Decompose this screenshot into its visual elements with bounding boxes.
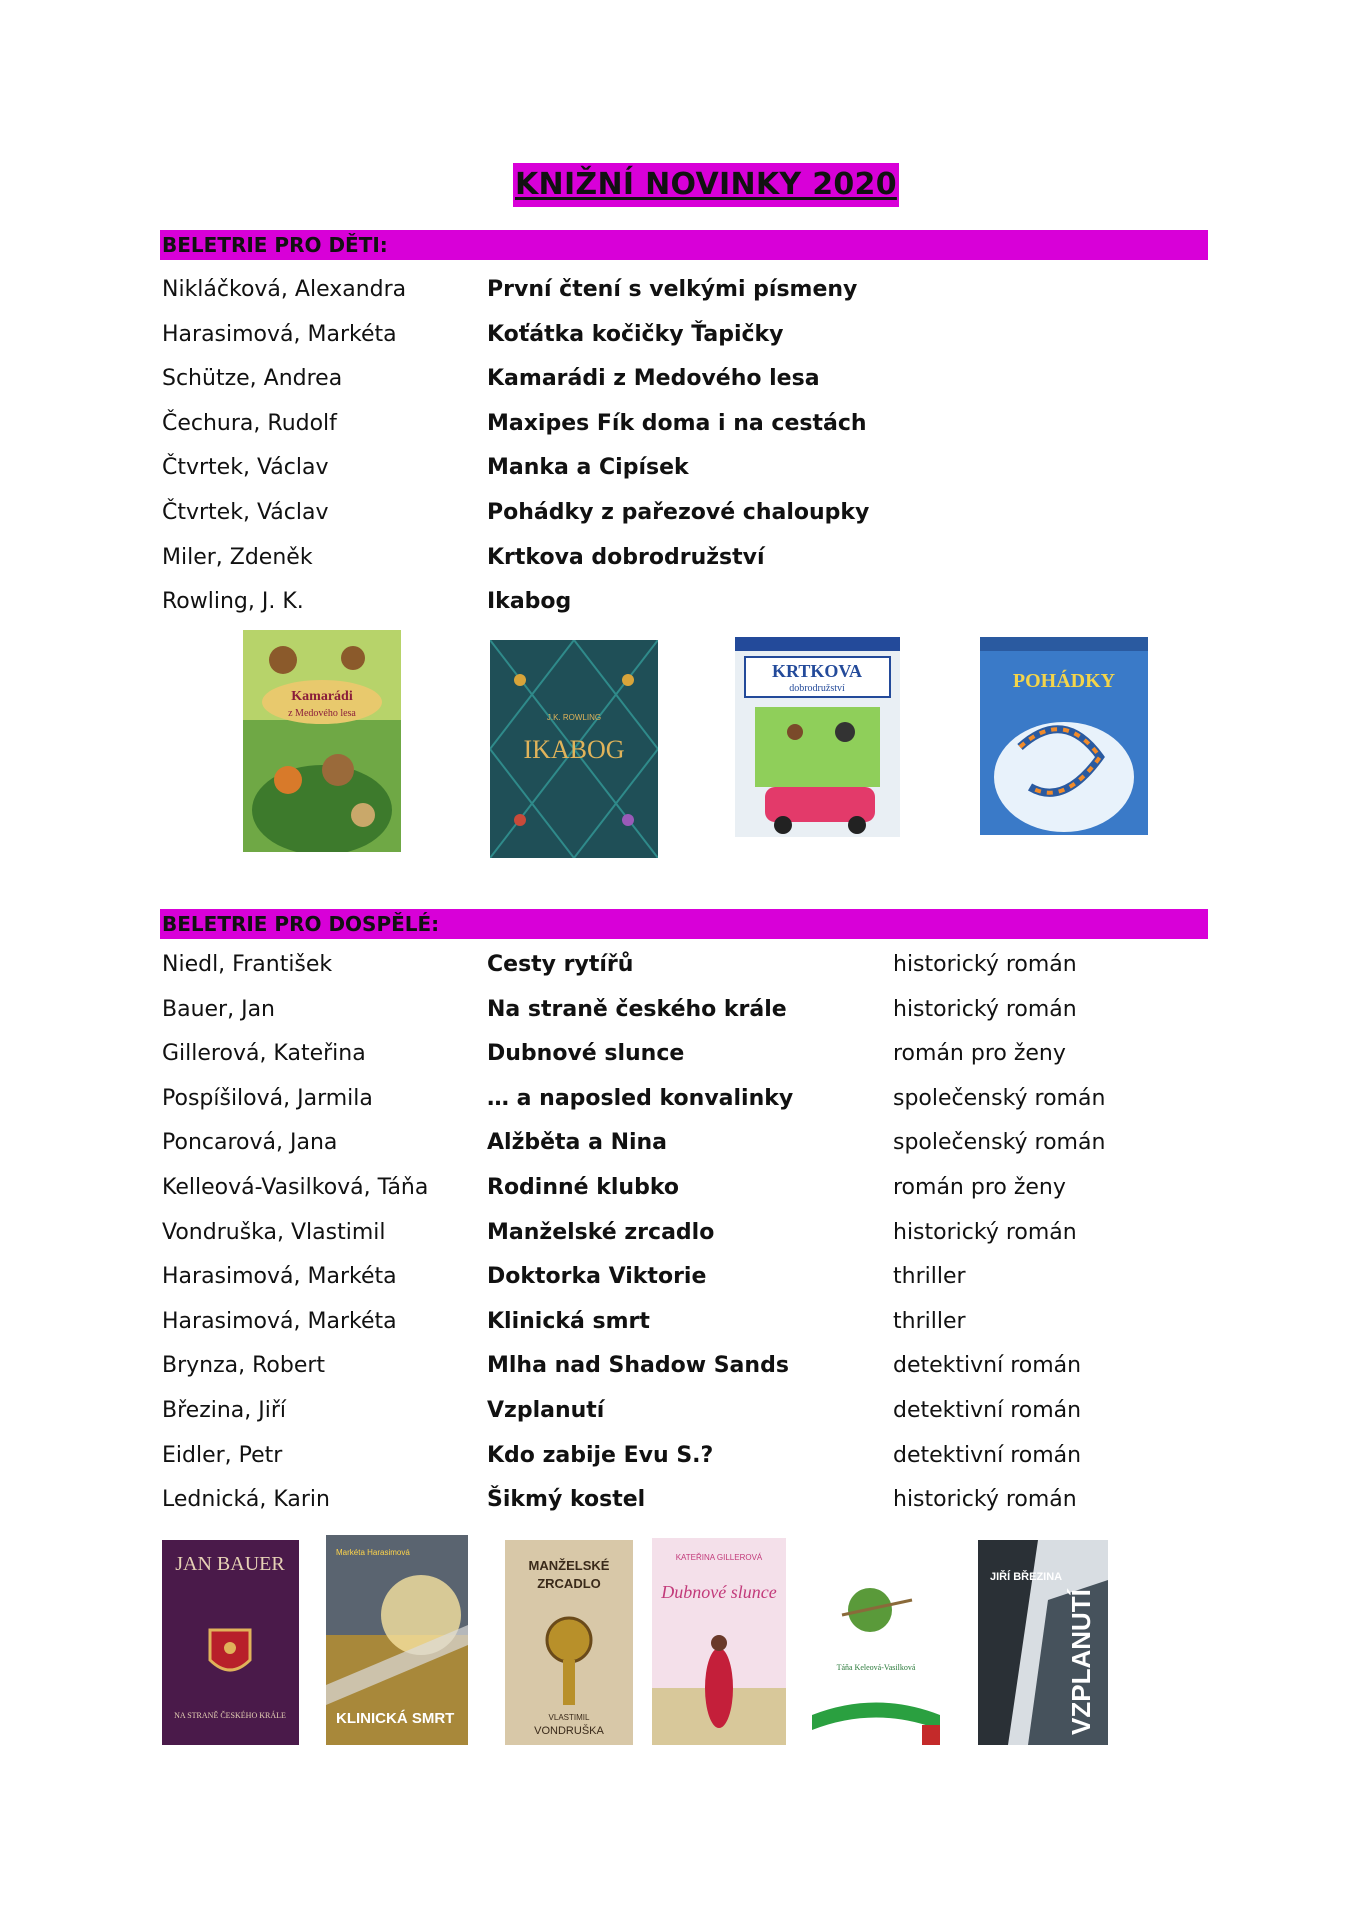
book-title: … a naposled konvalinky [487, 1085, 794, 1111]
klinicka-smrt-cover [326, 1535, 468, 1745]
page-title: KNIŽNÍ NOVINKY 2020 [513, 163, 899, 207]
book-genre: detektivní román [893, 1398, 1082, 1423]
section-heading-children: BELETRIE PRO DĚTI: [162, 233, 388, 257]
book-title: Kamarádi z Medového lesa [487, 366, 820, 392]
manzelske-zrcadlo-cover [505, 1540, 633, 1745]
cover-text: Dubnové slunce [661, 1582, 777, 1602]
book-author: Harasimová, Markéta [162, 1308, 397, 1334]
book-genre: detektivní román [893, 1442, 1082, 1468]
book-title: První čtení s velkými písmeny [487, 277, 858, 302]
book-title: Alžběta a Nina [487, 1130, 668, 1156]
book-genre: historický román [893, 996, 1077, 1022]
book-author: Čechura, Rudolf [162, 410, 337, 436]
book-author: Lednická, Karin [162, 1487, 330, 1513]
book-author: Rowling, J. K. [162, 589, 304, 615]
book-author: Poncarová, Jana [162, 1130, 338, 1156]
book-row [162, 313, 1202, 357]
cover-text: Táňa Keleová-Vasilková [836, 1663, 916, 1672]
book-row [162, 988, 1202, 1032]
book-author: Vondruška, Vlastimil [162, 1219, 386, 1245]
book-genre: román pro ženy [893, 1041, 1066, 1067]
book-author: Bauer, Jan [162, 996, 275, 1022]
book-title: Rodinné klubko [487, 1175, 679, 1200]
book-row [162, 1389, 1202, 1433]
book-genre: společenský román [893, 1130, 1106, 1156]
book-author: Březina, Jiří [162, 1398, 287, 1423]
book-author: Čtvrtek, Václav [162, 455, 329, 481]
book-title: Manka a Cipísek [487, 455, 689, 481]
book-title: Koťátka kočičky Ťapičky [487, 321, 784, 347]
ikabog-cover [490, 640, 658, 858]
svg-text:ZRCADLO: ZRCADLO [537, 1576, 601, 1591]
book-author: Nikláčková, Alexandra [162, 277, 407, 302]
book-author: Eidler, Petr [162, 1442, 283, 1468]
cover-text: POHÁDKY [1012, 670, 1116, 692]
book-genre: historický román [893, 1487, 1077, 1513]
book-genre: thriller [893, 1264, 966, 1290]
book-genre: thriller [893, 1308, 966, 1334]
book-title: Pohádky z pařezové chaloupky [487, 500, 870, 525]
cover-text: JIŘÍ BŘEZINA [990, 1571, 1063, 1583]
cover-text: z Medového lesa [288, 708, 356, 719]
book-title: Krtkova dobrodružství [487, 544, 765, 570]
cover-text: KLINICKÁ SMRT [336, 1710, 455, 1727]
book-title: Doktorka Viktorie [487, 1264, 707, 1290]
cover-text: NA STRANĚ ČESKÉHO KRÁLE [174, 1711, 286, 1720]
book-genre: společenský román [893, 1085, 1106, 1111]
book-row [162, 536, 1202, 580]
book-row [162, 446, 1202, 490]
book-author: Kelleová-Vasilková, Táňa [162, 1175, 429, 1200]
rodinne-klubko-cover [812, 1540, 940, 1745]
cover-text: JAN BAUER [175, 1553, 285, 1575]
cover-text: Kamarádi [291, 689, 353, 704]
book-title: Mlha nad Shadow Sands [487, 1353, 789, 1379]
book-title: Klinická smrt [487, 1308, 650, 1334]
svg-text:VLASTIMIL: VLASTIMIL [548, 1713, 590, 1722]
book-row [162, 268, 1202, 312]
svg-text:MANŽELSKÉ: MANŽELSKÉ [528, 1558, 610, 1573]
cover-text: IKABOG [523, 735, 625, 764]
cover-text: KRTKOVA [771, 661, 863, 681]
book-author: Harasimová, Markéta [162, 321, 397, 347]
pohadky-cover [980, 637, 1148, 855]
book-genre: historický román [893, 952, 1077, 977]
cover-text: Markéta Harasimová [336, 1548, 410, 1557]
vzplanuti-cover [978, 1540, 1108, 1745]
book-row [162, 1344, 1202, 1388]
book-title: Kdo zabije Evu S.? [487, 1442, 714, 1468]
book-row [162, 402, 1202, 446]
section-header-adults [160, 909, 1208, 939]
book-row [162, 1255, 1202, 1299]
book-author: Miler, Zdeněk [162, 544, 313, 570]
book-title: Vzplanutí [487, 1398, 605, 1423]
book-title: Ikabog [487, 589, 572, 615]
book-row [162, 357, 1202, 401]
book-row [162, 1211, 1202, 1255]
book-author: Niedl, František [162, 952, 333, 977]
book-row [162, 1300, 1202, 1344]
section-heading-adults: BELETRIE PRO DOSPĚLÉ: [162, 912, 440, 936]
book-genre: historický román [893, 1219, 1077, 1245]
book-row [162, 1032, 1202, 1076]
cover-text: VZPLANUTÍ [1066, 1589, 1096, 1735]
book-title: Maxipes Fík doma i na cestách [487, 410, 867, 436]
book-genre: román pro ženy [893, 1175, 1066, 1200]
section-header-children [160, 230, 1208, 260]
book-author: Schütze, Andrea [162, 366, 343, 392]
book-title: Na straně českého krále [487, 996, 787, 1022]
book-title: Cesty rytířů [487, 952, 634, 977]
krtkova-cover [735, 637, 900, 859]
book-row [162, 491, 1202, 535]
dubnove-slunce-cover [652, 1538, 786, 1745]
book-author: Harasimová, Markéta [162, 1264, 397, 1290]
book-genre: detektivní román [893, 1353, 1082, 1379]
book-row [162, 1478, 1202, 1522]
book-title: Šikmý kostel [487, 1487, 646, 1513]
svg-text:VONDRUŠKA: VONDRUŠKA [534, 1725, 604, 1737]
book-row [162, 943, 1202, 987]
cover-text: KATEŘINA GILLEROVÁ [675, 1553, 763, 1562]
cover-text: J.K. ROWLING [546, 713, 602, 722]
book-title: Dubnové slunce [487, 1041, 685, 1067]
book-title: Manželské zrcadlo [487, 1219, 715, 1245]
book-row [162, 1166, 1202, 1210]
book-author: Čtvrtek, Václav [162, 500, 329, 525]
book-author: Gillerová, Kateřina [162, 1041, 366, 1067]
book-row [162, 580, 1202, 624]
book-row [162, 1077, 1202, 1121]
book-author: Pospíšilová, Jarmila [162, 1085, 373, 1111]
book-author: Brynza, Robert [162, 1353, 326, 1379]
bauer-cover [162, 1540, 299, 1745]
cover-text: dobrodružství [789, 683, 845, 694]
kamaradi-cover [243, 630, 401, 852]
book-row [162, 1434, 1202, 1478]
book-row [162, 1121, 1202, 1165]
